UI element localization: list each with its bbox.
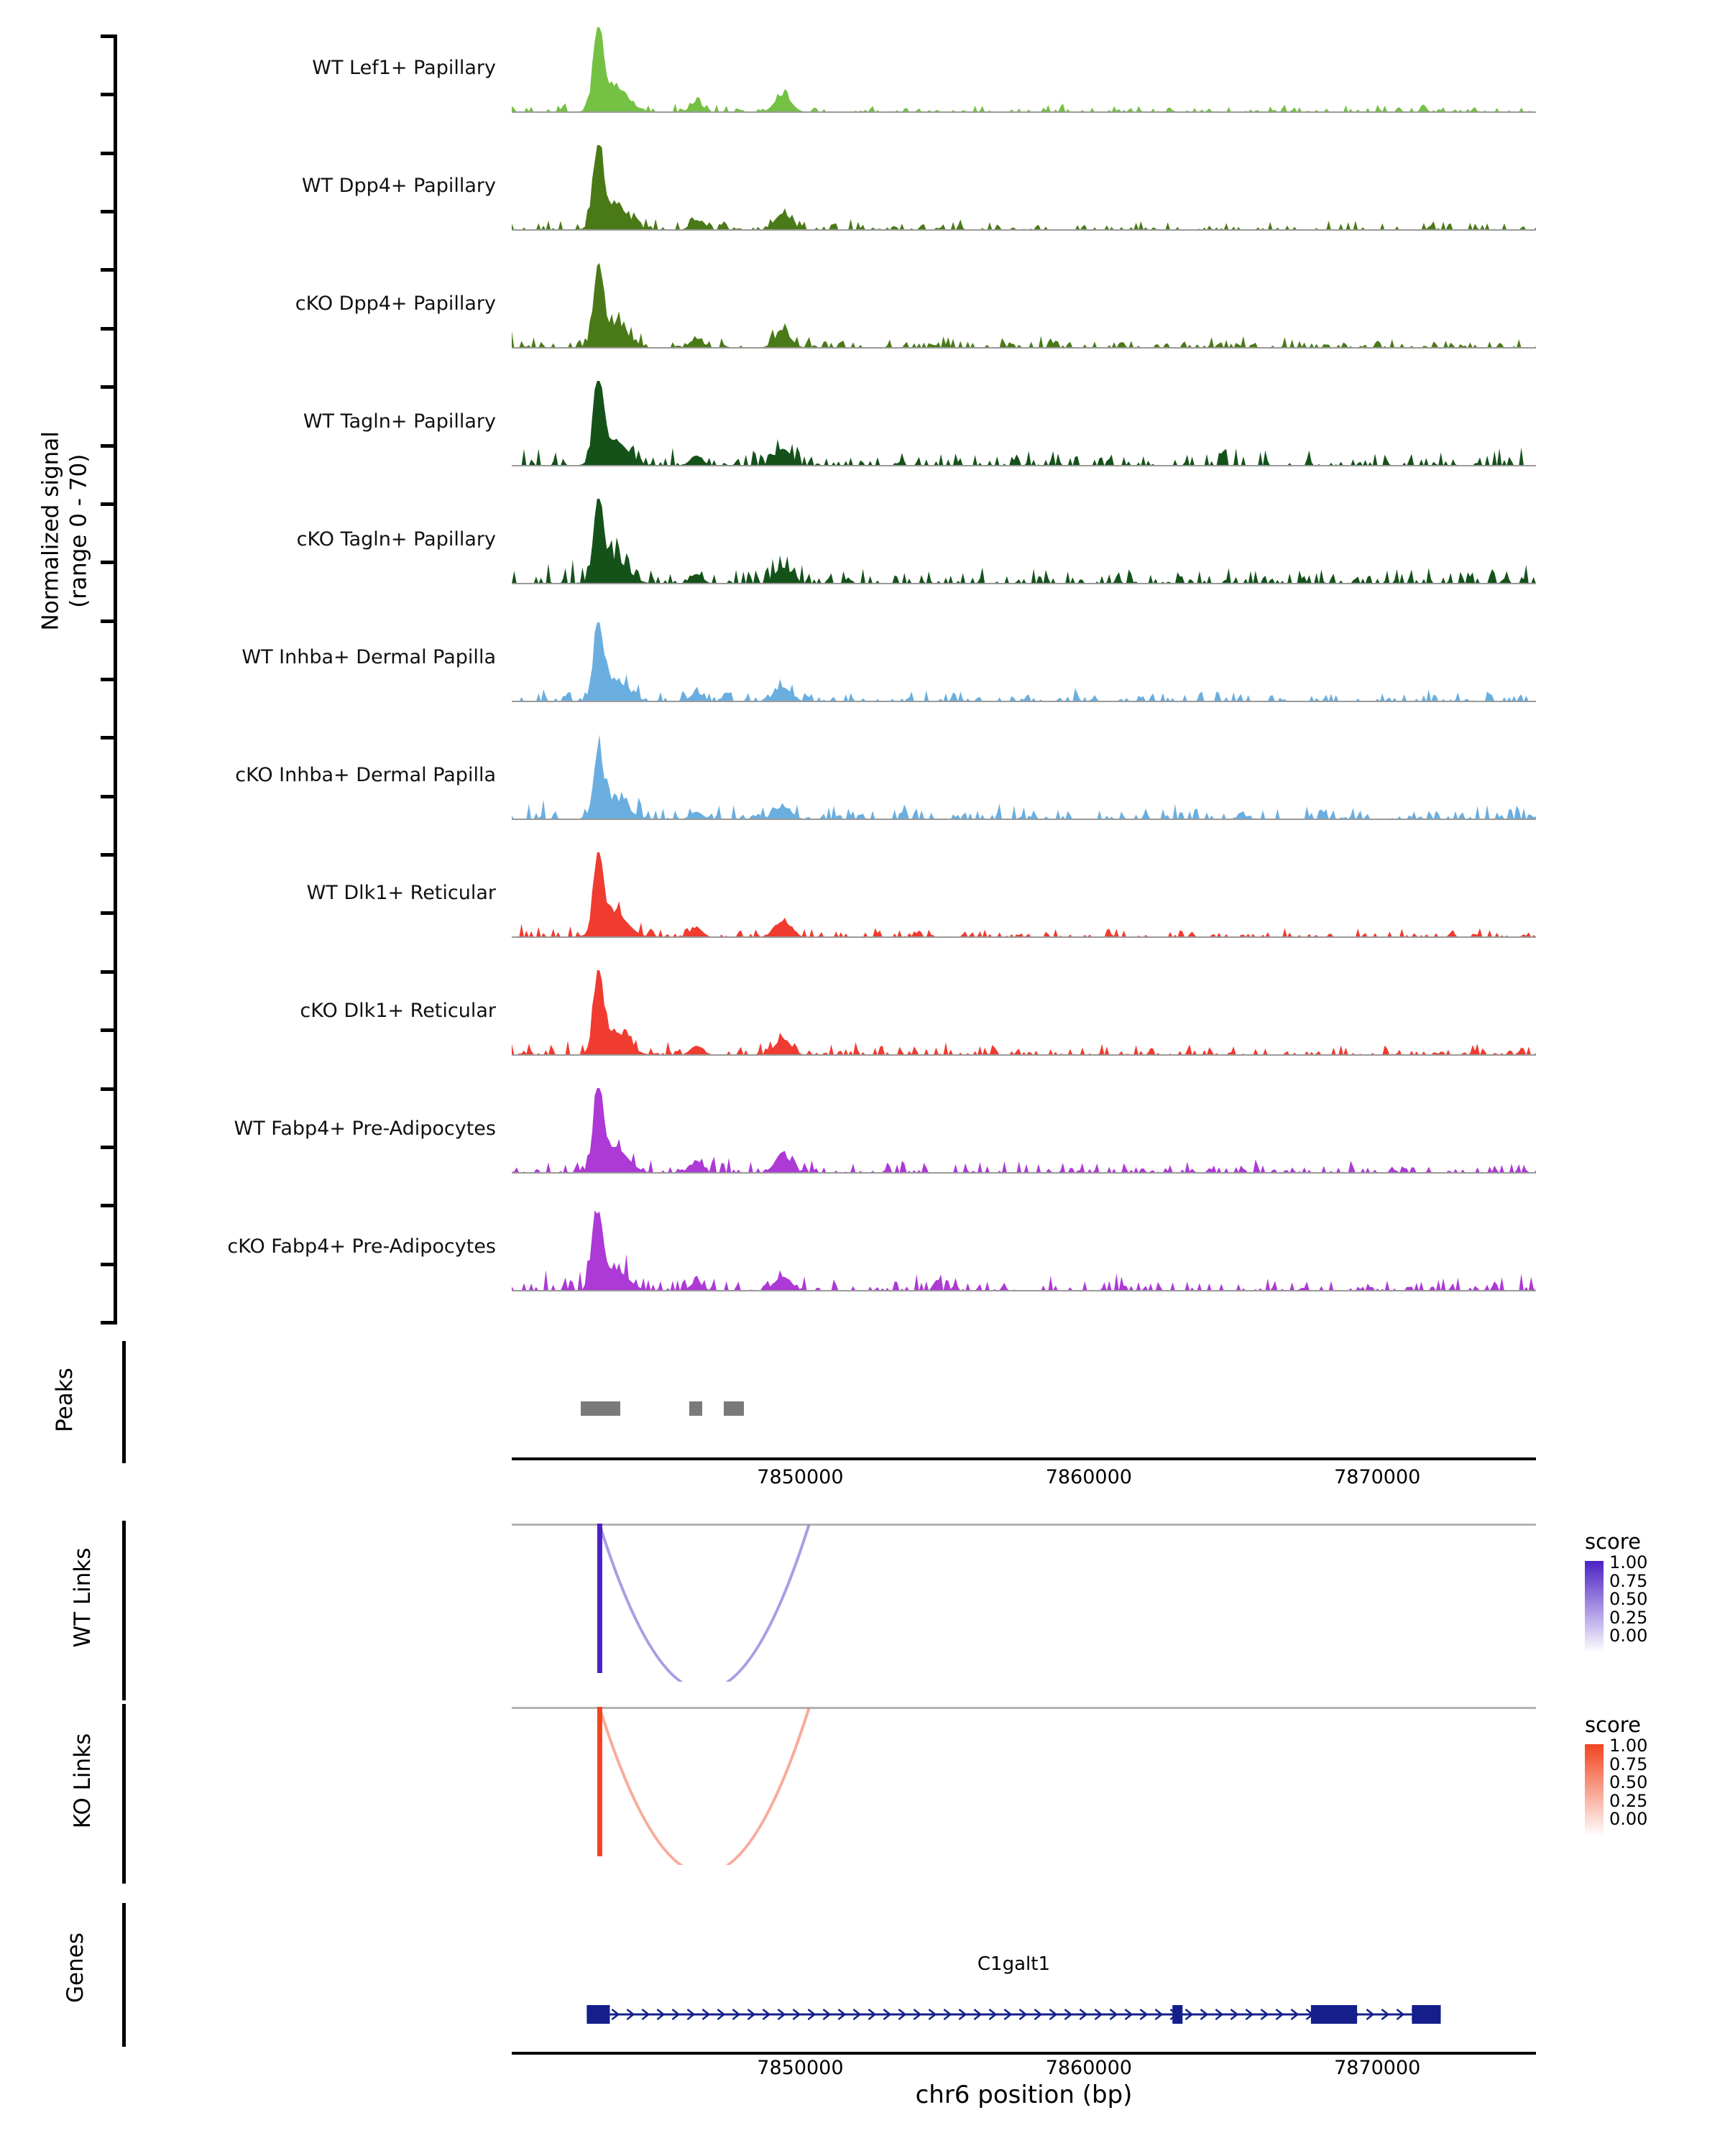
ko-legend-title: score — [1585, 1713, 1641, 1737]
x-axis-tick-label: 7870000 — [1334, 1466, 1421, 1488]
legend-tick-label: 0.75 — [1609, 1754, 1648, 1774]
peak-region — [724, 1401, 744, 1416]
wt-score-legend — [1585, 1529, 1725, 1646]
coverage-track — [0, 617, 1725, 701]
wt-legend-title: score — [1585, 1529, 1641, 1554]
coverage-track-plot — [512, 1088, 1536, 1173]
wt-links-panel — [0, 1516, 1725, 1710]
coverage-axis-tick — [101, 1321, 117, 1325]
coverage-track — [0, 1206, 1725, 1291]
ko-legend-ticklabels — [1609, 1737, 1647, 1829]
coverage-track-label: WT Fabp4+ Pre-Adipocytes — [234, 1118, 496, 1140]
gene-name-label: C1galt1 — [977, 1953, 1050, 1975]
x-axis-tick-label: 7870000 — [1334, 2057, 1421, 2079]
coverage-track-baseline — [512, 819, 1536, 820]
ko-links-plot — [512, 1700, 1536, 1879]
ko-links-panel-label: KO Links — [70, 1733, 96, 1829]
coverage-track — [0, 27, 1725, 112]
legend-tick-label: 0.50 — [1609, 1772, 1648, 1792]
link-arc — [599, 1525, 809, 1682]
x-axis-tick-label: 7850000 — [757, 1466, 844, 1488]
peaks-panel — [0, 1337, 1725, 1495]
coverage-track-plot — [512, 263, 1536, 348]
legend-tick-label: 0.50 — [1609, 1589, 1648, 1609]
legend-tick-label: 0.00 — [1609, 1809, 1648, 1829]
coverage-track-baseline — [512, 583, 1536, 584]
coverage-track-label: WT Inhba+ Dermal Papilla — [242, 646, 496, 668]
coverage-track-plot — [512, 734, 1536, 819]
ko-legend-colorbar — [1585, 1744, 1604, 1836]
x-axis-tick-label: 7860000 — [1045, 2057, 1132, 2079]
wt-links-axis-line — [122, 1521, 126, 1700]
coverage-track — [0, 381, 1725, 466]
legend-tick-label: 0.00 — [1609, 1626, 1648, 1646]
gene-exon — [1172, 2005, 1182, 2024]
peak-region — [689, 1401, 702, 1416]
wt-links-panel-label: WT Links — [70, 1547, 96, 1648]
coverage-track — [0, 970, 1725, 1055]
peaks-panel-label: Peaks — [52, 1368, 78, 1432]
wt-legend-colorbar — [1585, 1561, 1604, 1653]
genes-axis-line — [122, 1903, 126, 2047]
coverage-track — [0, 145, 1725, 230]
coverage-track-label: cKO Tagln+ Papillary — [296, 528, 496, 550]
coverage-track-label: WT Dlk1+ Reticular — [306, 882, 496, 904]
legend-tick-label: 0.25 — [1609, 1790, 1648, 1811]
coverage-track-plot — [512, 970, 1536, 1055]
coverage-track — [0, 499, 1725, 584]
genes-panel-label: Genes — [63, 1932, 88, 2003]
gene-model-track — [512, 1989, 1536, 2040]
coverage-track-baseline — [512, 936, 1536, 938]
coverage-track-baseline — [512, 701, 1536, 702]
peaks-axis-line — [122, 1341, 126, 1463]
coverage-track-baseline — [512, 347, 1536, 349]
coverage-track-label: cKO Dlk1+ Reticular — [300, 1000, 496, 1022]
coverage-track-plot — [512, 381, 1536, 466]
coverage-track — [0, 263, 1725, 348]
coverage-track-baseline — [512, 1172, 1536, 1174]
ko-score-legend — [1585, 1713, 1725, 1829]
legend-tick-label: 0.75 — [1609, 1570, 1648, 1591]
coverage-track-plot — [512, 1206, 1536, 1291]
coverage-track-baseline — [512, 229, 1536, 231]
coverage-track — [0, 852, 1725, 937]
coverage-track-label: WT Tagln+ Papillary — [303, 410, 496, 433]
coverage-track-plot — [512, 145, 1536, 230]
x-axis-top — [512, 1457, 1536, 1460]
coverage-track-label: cKO Dpp4+ Papillary — [295, 292, 496, 315]
coverage-track-baseline — [512, 111, 1536, 113]
coverage-track-plot — [512, 617, 1536, 701]
gene-exon — [586, 2005, 610, 2024]
coverage-track-label: cKO Fabp4+ Pre-Adipocytes — [227, 1235, 496, 1258]
coverage-track-baseline — [512, 1290, 1536, 1291]
x-axis-title: chr6 position (bp) — [915, 2081, 1133, 2109]
coverage-track-plot — [512, 852, 1536, 937]
wt-legend-ticklabels — [1609, 1554, 1647, 1646]
coverage-track — [0, 1088, 1725, 1173]
wt-links-plot — [512, 1516, 1536, 1696]
legend-tick-label: 1.00 — [1609, 1736, 1648, 1756]
coverage-track-label: WT Dpp4+ Papillary — [301, 175, 496, 197]
coverage-track-plot — [512, 27, 1536, 112]
y-axis-label-line2: (range 0 - 70) — [65, 453, 91, 608]
ko-links-axis-line — [122, 1704, 126, 1884]
gene-exon — [1412, 2005, 1440, 2024]
coverage-track — [0, 734, 1725, 819]
x-axis-bottom — [512, 2052, 1536, 2055]
legend-tick-label: 0.25 — [1609, 1607, 1648, 1628]
genes-panel — [0, 1897, 1725, 2156]
coverage-track-label: WT Lef1+ Papillary — [312, 57, 496, 79]
legend-tick-label: 1.00 — [1609, 1552, 1648, 1572]
gene-exon — [1311, 2005, 1357, 2024]
coverage-track-baseline — [512, 1054, 1536, 1056]
link-arc — [599, 1708, 809, 1865]
coverage-track-baseline — [512, 465, 1536, 466]
coverage-track-label: cKO Inhba+ Dermal Papilla — [235, 764, 496, 786]
x-axis-tick-label: 7850000 — [757, 2057, 844, 2079]
x-axis-tick-label: 7860000 — [1045, 1466, 1132, 1488]
y-axis-label-line1: Normalized signal — [37, 431, 64, 631]
peak-region — [581, 1401, 620, 1416]
coverage-track-plot — [512, 499, 1536, 584]
ko-links-panel — [0, 1700, 1725, 1894]
